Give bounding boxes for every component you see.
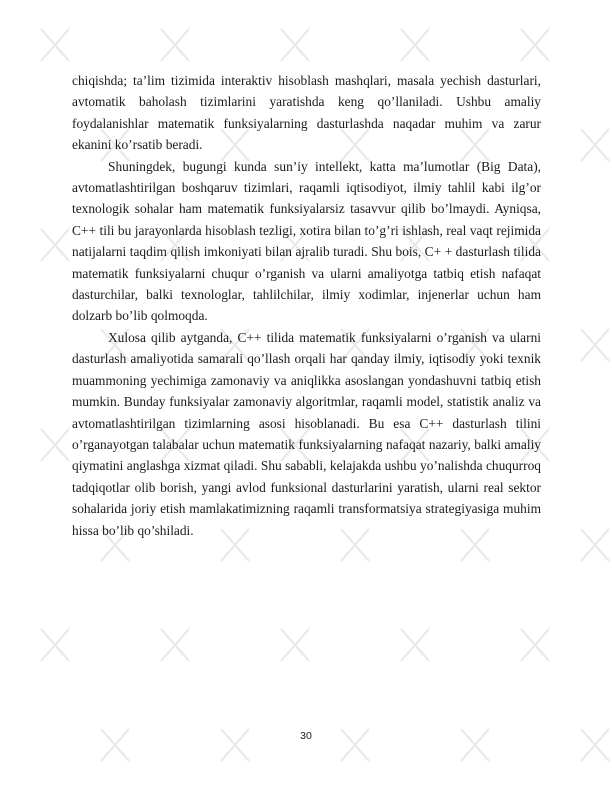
paragraph-2: Shuningdek, bugungi kunda sun’iy intellekt, katta ma’lumotlar (Big Data), avtomatlashtirilgan boshqaruv tizimlari, raqamli iqtisodiyot, ilmiy tahlil kabi ilg’or texnologik sohalar ham matematik funksiyalarsiz tasavvur qilib bo’lmaydi. Ayniqsa, C++ tili bu jarayonlarda hisoblash tezligi, xotira bilan to’g’ri ishlash, real vaqt rejimida natijalarni taqdim qilish imkoniyati bilan ajralib turadi. Shu bois, C+ + dasturlash tilida matematik funksiyalarni chuqur o’rganish va ularni amaliyotga tatbiq etish nafaqat dasturchilar, balki texnologlar, tahlilchilar, ilmiy xodimlar, injenerlar uchun ham dolzarb bo’lib qolmoqda.: [72, 158, 541, 324]
watermark-glyph: [281, 29, 309, 61]
watermark-glyph: [581, 529, 609, 561]
watermark-glyph: [41, 429, 69, 461]
paragraph-1: chiqishda; ta’lim tizimida interaktiv hisoblash mashqlari, masala yechish dasturlari, avtomatik baholash tizimlarini yaratishda keng qo’llaniladi. Ushbu amaliy foydalanishlar matematik funksiyalarning dasturlashda naqadar muhim va zarur ekanini ko’rsatib beradi.: [72, 73, 541, 153]
watermark-glyph: [281, 629, 309, 661]
watermark-glyph: [41, 229, 69, 261]
watermark-glyph: [581, 129, 609, 161]
watermark-glyph: [521, 629, 549, 661]
page-number: 30: [300, 730, 312, 742]
watermark-glyph: [401, 629, 429, 661]
paragraph-3: Xulosa qilib aytganda, C++ tilida matematik funksiyalarni o’rganish va ularni dasturlash amaliyotida samarali qo’llash orqali har qanday ilmiy, iqtisodiy yoki texnik muammoning yechimiga zamonaviy va aniqlikka asoslangan yondashuvni tatbiq etish mumkin. Bunday funksiyalar zamonaviy algoritmlar, raqamli model, statistik analiz va avtomatlashtirilgan tizimlarning asosi hisoblanadi. Bu esa C++ dasturlash tilini o’rganayotgan talabalar uchun matematik funksiyalarning nafaqat nazariy, balki amaliy qiymatini anglashga xizmat qiladi. Shu sababli, kelajakda ushbu yo’nalishda chuqurroq tadqiqotlar olib borish, yangi avlod funksional dasturlarini yaratish, ularni real sektor sohalarida joriy etish mamlakatimizning raqamli transformatsiya strategiyasiga muhim hissa bo’lib qo’shiladi.: [72, 329, 541, 538]
watermark-glyph: [401, 29, 429, 61]
watermark-glyph: [521, 29, 549, 61]
watermark-glyph: [161, 29, 189, 61]
watermark-glyph: [161, 629, 189, 661]
watermark-glyph: [41, 629, 69, 661]
watermark-glyph: [581, 329, 609, 361]
document-body: [72, 70, 541, 541]
watermark-glyph: [41, 29, 69, 61]
